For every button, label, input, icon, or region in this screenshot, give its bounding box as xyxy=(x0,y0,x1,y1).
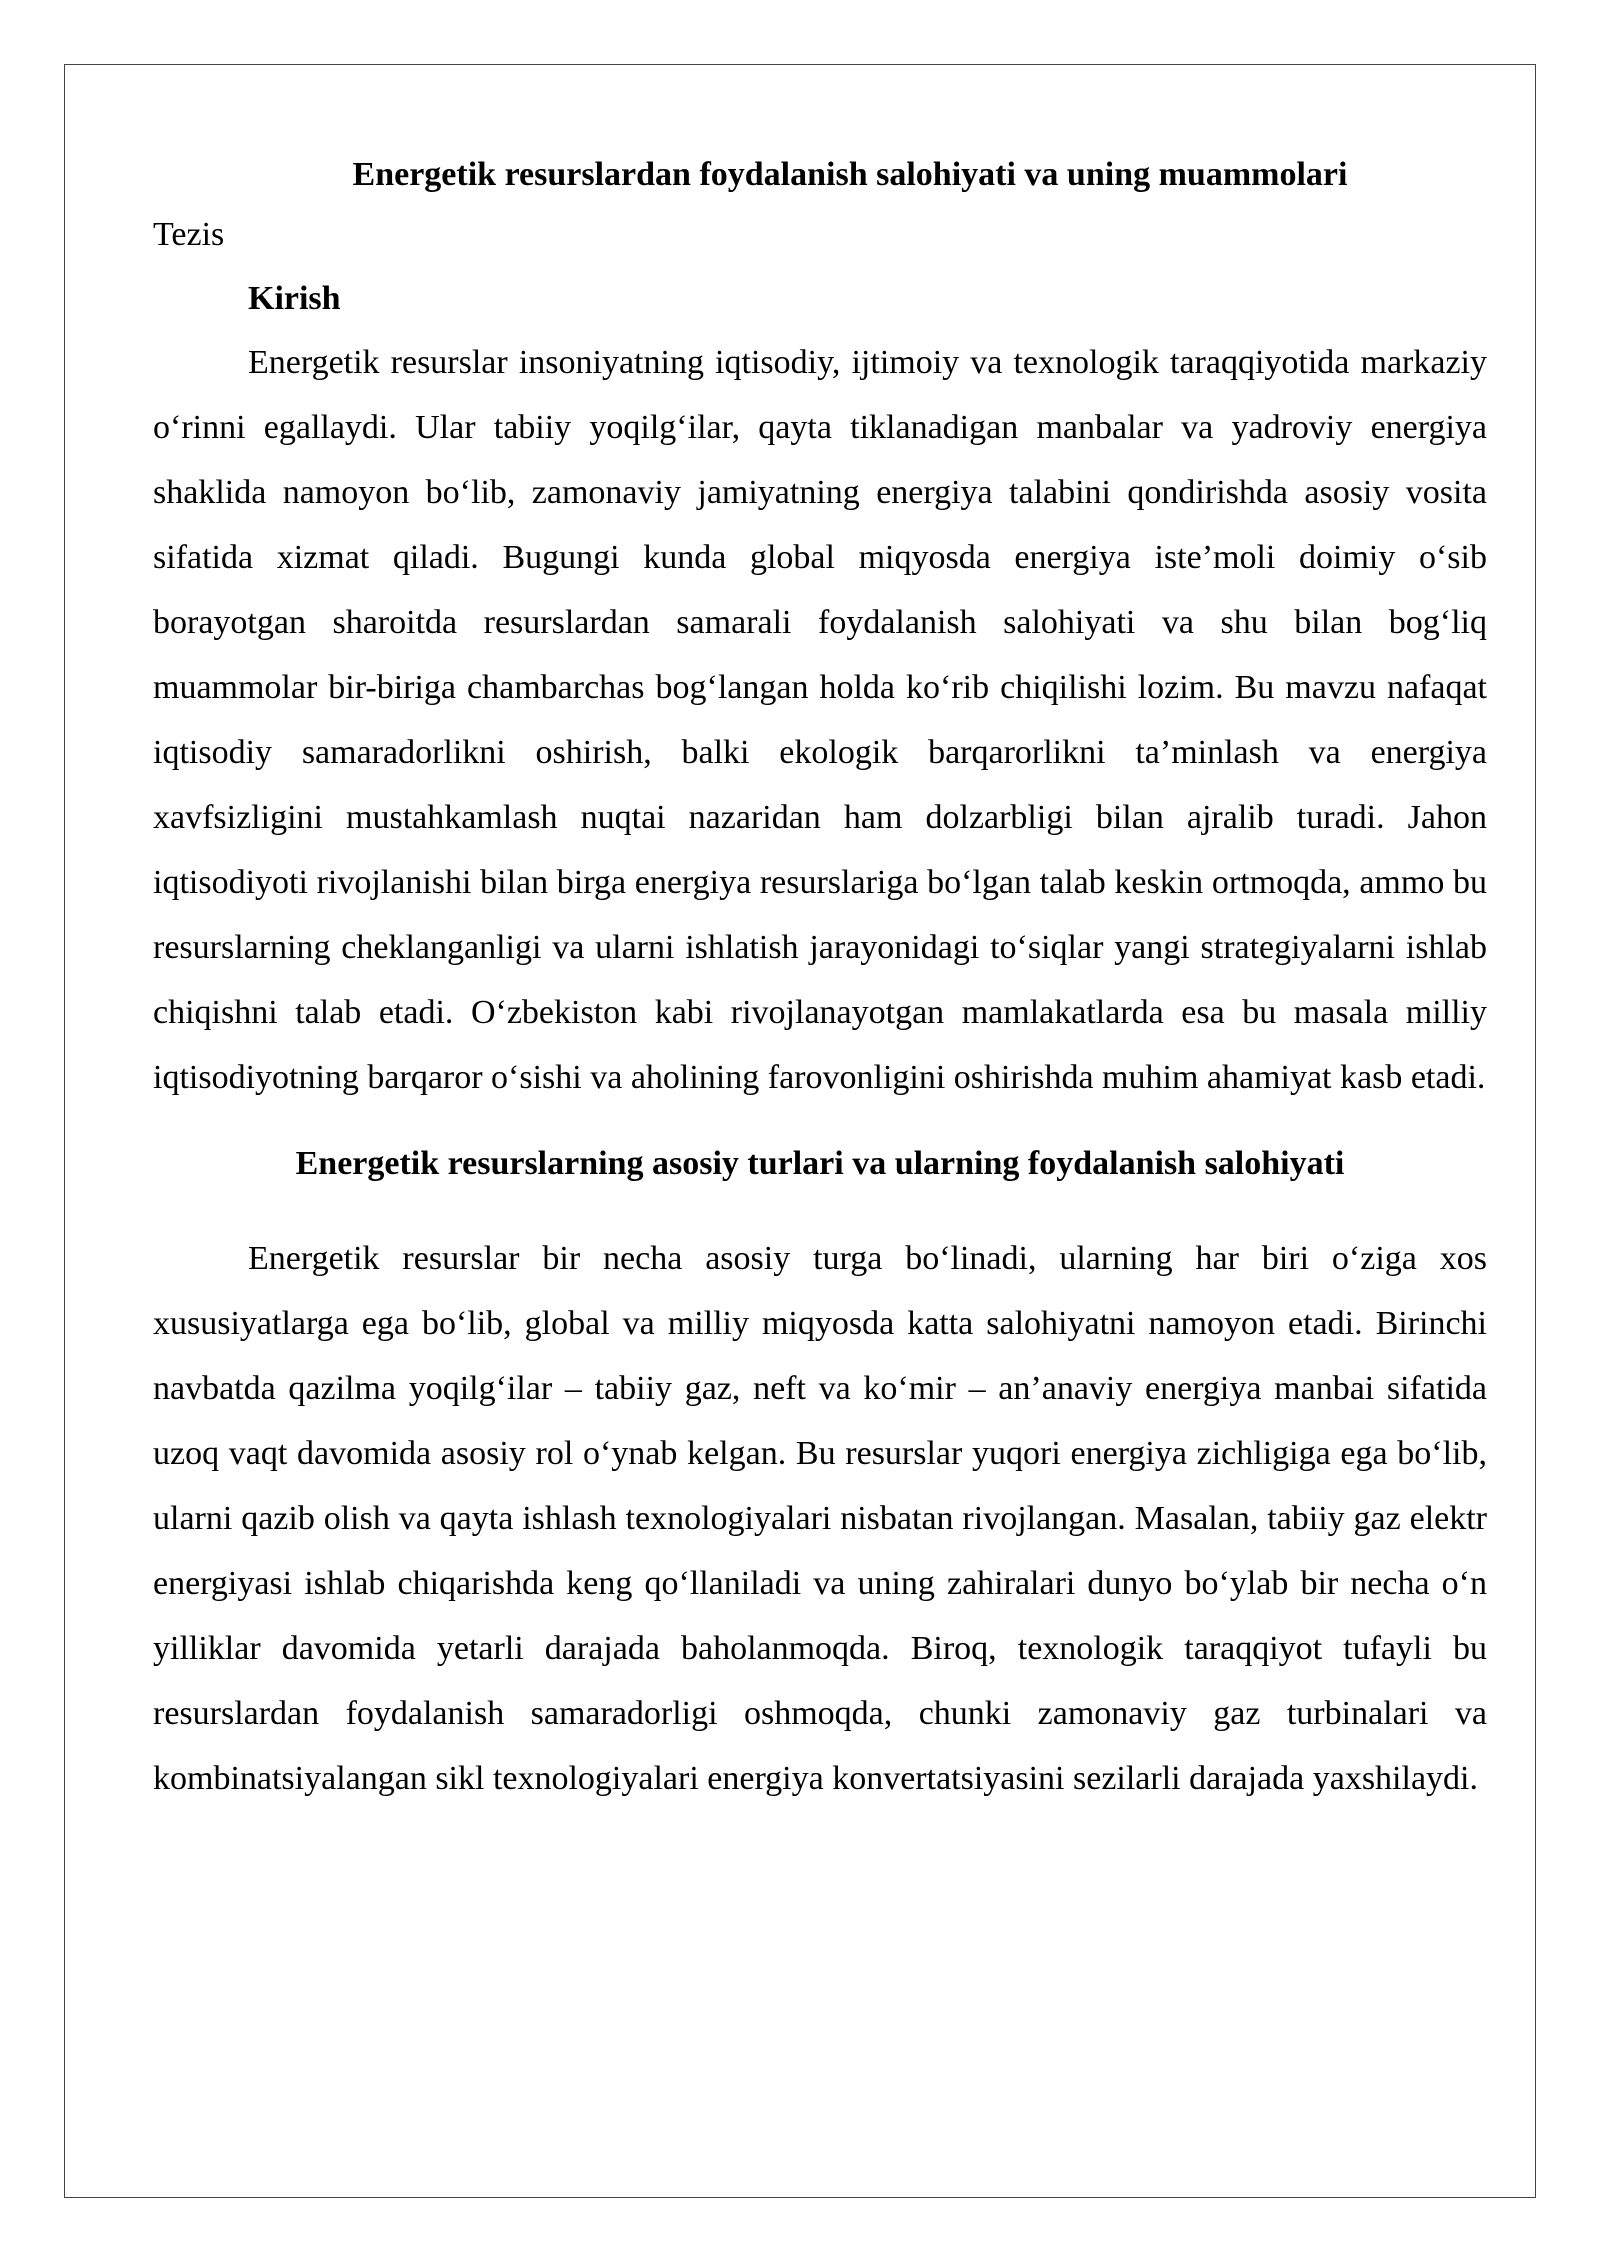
document-type-label: Tezis xyxy=(153,216,225,253)
intro-heading: Kirish xyxy=(248,280,341,317)
intro-paragraph: Energetik resurslar insoniyatning iqtisodiy, ijtimoiy va texnologik taraqqiyotida markaziy o‘rinni egallaydi. Ular tabiiy yoqilg‘ilar, qayta tiklanadigan manbalar va yadroviy energiya shaklida namoyon bo‘lib, zamonaviy jamiyatning energiya talabini qondirishda asosiy vosita sifatida xizmat qiladi. Bugungi kunda global miqyosda energiya iste’moli doimiy o‘sib borayotgan sharoitda resurslardan samarali foydalanish salohiyati va shu bilan bog‘liq muammolar bir-biriga chambarchas bog‘langan holda ko‘rib chiqilishi lozim. Bu mavzu nafaqat iqtisodiy samaradorlikni oshirish, balki ekologik barqarorlikni ta’minlash va energiya xavfsizligini mustahkamlash nuqtai nazaridan ham dolzarbligi bilan ajralib turadi. Jahon iqtisodiyoti rivojlanishi bilan birga energiya resurslariga bo‘lgan talab keskin ortmoqda, ammo bu resurslarning cheklanganligi va ularni ishlatish jarayonidagi to‘siqlar yangi strategiyalarni ishlab chiqishni talab etadi. O‘zbekiston kabi rivojlanayotgan mamlakatlarda esa bu masala milliy iqtisodiyotning barqaror o‘sishi va aholining farovonligini oshirishda muhim ahamiyat kasb etadi. xyxy=(153,344,1487,1096)
document-title: Energetik resurslardan foydalanish salohiyati va uning muammolari xyxy=(352,156,1348,193)
section-heading: Energetik resurslarning asosiy turlari va ularning foydalanish salohiyati xyxy=(295,1145,1345,1182)
document-body xyxy=(153,148,1487,1811)
section-paragraph: Energetik resurslar bir necha asosiy turga bo‘linadi, ularning har biri o‘ziga xos xususiyatlarga ega bo‘lib, global va milliy miqyosda katta salohiyatni namoyon etadi. Birinchi navbatda qazilma yoqilg‘ilar – tabiiy gaz, neft va ko‘mir – an’anaviy energiya manbai sifatida uzoq vaqt davomida asosiy rol o‘ynab kelgan. Bu resurslar yuqori energiya zichligiga ega bo‘lib, ularni qazib olish va qayta ishlash texnologiyalari nisbatan rivojlangan. Masalan, tabiiy gaz elektr energiyasi ishlab chiqarishda keng qo‘llaniladi va uning zahiralari dunyo bo‘ylab bir necha o‘n yilliklar davomida yetarli darajada baholanmoqda. Biroq, texnologik taraqqiyot tufayli bu resurslardan foydalanish samaradorligi oshmoqda, chunki zamonaviy gaz turbinalari va kombinatsiyalangan sikl texnologiyalari energiya konvertatsiyasini sezilarli darajada yaxshilaydi. xyxy=(153,1240,1487,1797)
